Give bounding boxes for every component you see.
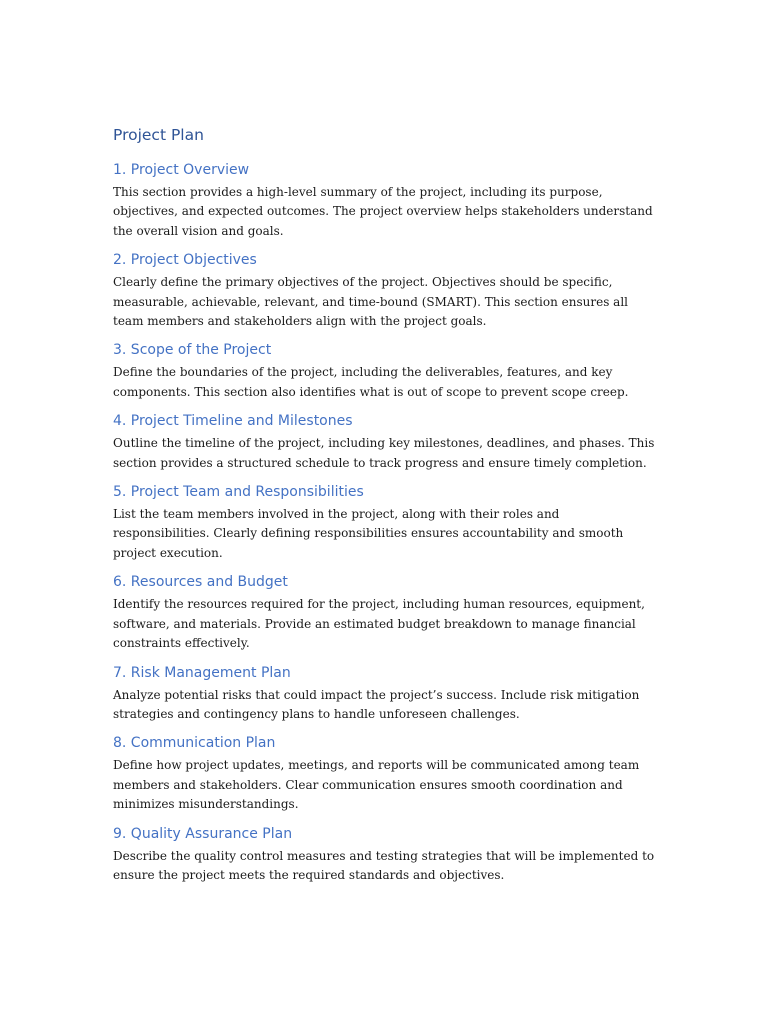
section-body: Clearly define the primary objectives of the project. Objectives should be specific, measurable, achievable, relevant, and time-bound (SMART). This section ensures all team members and stakeholders align with the project goals. [113, 275, 629, 329]
section-body: Analyze potential risks that could impact the project’s success. Include risk mitigation strategies and contingency plans to handle unforeseen challenges. [113, 687, 640, 721]
section-resources-budget [113, 572, 658, 653]
section-heading: 3. Scope of the Project [113, 342, 272, 359]
section-heading: 9. Quality Assurance Plan [113, 825, 293, 842]
section-risk-management [113, 663, 658, 725]
document-title: Project Plan [113, 126, 204, 144]
section-project-overview [113, 160, 658, 241]
section-team [113, 482, 658, 563]
section-body: List the team members involved in the project, along with their roles and responsibilities. Clearly defining responsibilities ensures accountability and smooth project execution. [113, 507, 624, 560]
section-body: Outline the timeline of the project, including key milestones, deadlines, and phases. This section provides a structured schedule to track progress and ensure timely completion. [113, 436, 655, 470]
section-heading: 7. Risk Management Plan [113, 664, 291, 681]
section-body: This section provides a high-level summary of the project, including its purpose, objectives, and expected outcomes. The project overview helps stakeholders understand the overall vision and goals. [113, 185, 653, 238]
section-scope [113, 340, 658, 402]
section-heading: 5. Project Team and Responsibilities [113, 484, 364, 501]
section-body: Describe the quality control measures and testing strategies that will be implemented to ensure the project meets the required standards and objectives. [113, 848, 655, 882]
section-body: Define how project updates, meetings, and reports will be communicated among team members and stakeholders. Clear communication ensures smooth coordination and minimizes misunderstandings. [113, 758, 640, 812]
section-quality-assurance [113, 824, 658, 886]
document-page [113, 124, 658, 894]
section-heading: 6. Resources and Budget [113, 574, 288, 591]
section-body: Define the boundaries of the project, including the deliverables, features, and key components. This section also identifies what is out of scope to prevent scope creep. [113, 365, 629, 399]
section-body: Identify the resources required for the project, including human resources, equipment, software, and materials. Provide an estimated budget breakdown to manage financial constraints effectively. [113, 597, 645, 651]
section-heading: 1. Project Overview [113, 162, 250, 178]
section-timeline [113, 411, 658, 473]
section-project-objectives [113, 250, 658, 331]
section-heading: 4. Project Timeline and Milestones [113, 413, 353, 430]
section-heading: 2. Project Objectives [113, 252, 257, 269]
section-heading: 8. Communication Plan [113, 735, 276, 752]
section-communication [113, 733, 658, 814]
